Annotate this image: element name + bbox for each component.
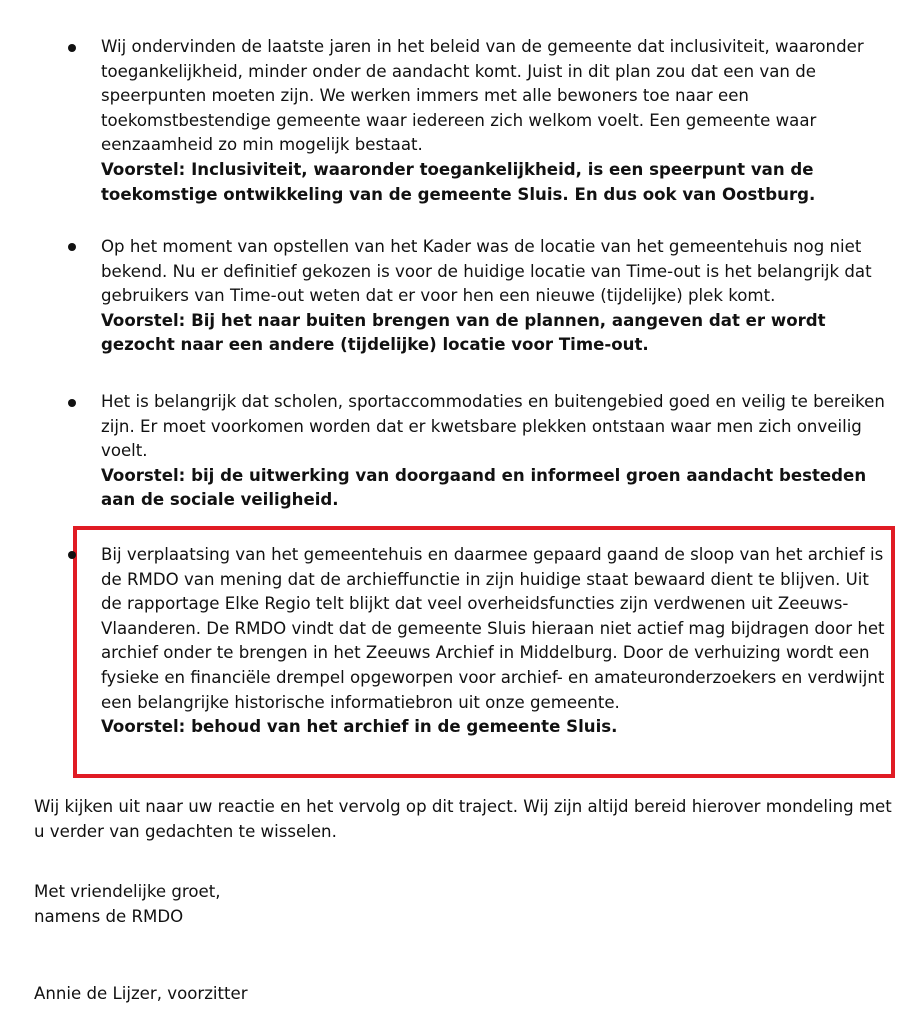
item-proposal: Voorstel: Inclusiviteit, waaronder toegankelijkheid, is een speerpunt van de toekomstige ontwikkeling van de gemeente Sluis. En dus ook van Oostburg. xyxy=(101,159,816,204)
item-proposal: Voorstel: behoud van het archief in de gemeente Sluis. xyxy=(101,717,618,737)
item-text: Bij verplaatsing van het gemeentehuis en daarmee gepaard gaand de sloop van het archief is de RMDO van mening dat de archieffunctie in zijn huidige staat bewaard dient te blijven. Uit de rapportage Elke Regio telt blijkt dat veel overheidsfuncties zijn verdwenen uit Zeeuws-Vlaanderen. De RMDO vindt dat de gemeente Sluis hieraan niet actief mag bijdragen door het archief onder te brengen in het Zeeuws Archief in Middelburg. Door de verhuizing wordt een fysieke en financiële drempel opgeworpen voor archief- en amateuronderzoekers en verdwijnt een belangrijke historische informatiebron uit onze gemeente. xyxy=(101,545,885,712)
closing-paragraph: Wij kijken uit naar uw reactie en het vervolg op dit traject. Wij zijn altijd bereid hierover mondeling met u verder van gedachten te wisselen. xyxy=(34,797,892,841)
bullet-icon xyxy=(68,399,76,407)
greeting: Met vriendelijke groet, xyxy=(34,882,221,901)
list-item xyxy=(101,235,891,358)
item-text: Op het moment van opstellen van het Kader was de locatie van het gemeentehuis nog niet bekend. Nu er definitief gekozen is voor de huidige locatie van Time-out is het belangrijk dat gebruikers van Time-out weten dat er voor hen een nieuwe (tijdelijke) plek komt. xyxy=(101,237,872,306)
item-proposal: Voorstel: bij de uitwerking van doorgaand en informeel groen aandacht besteden aan de sociale veiligheid. xyxy=(101,465,867,510)
item-text: Het is belangrijk dat scholen, sportaccommodaties en buitengebied goed en veilig te bereiken zijn. Er moet voorkomen worden dat er kwetsbare plekken ontstaan waar men zich onveilig voelt. xyxy=(101,392,885,461)
item-text: Wij ondervinden de laatste jaren in het beleid van de gemeente dat inclusiviteit, waaronder toegankelijkheid, minder onder de aandacht komt. Juist in dit plan zou dat een van de speerpunten moeten zijn. We werken immers met alle bewoners toe naar een toekomstbestendige gemeente waar iedereen zich welkom voelt. Een gemeente waar eenzaamheid zo min mogelijk bestaat. xyxy=(101,37,864,155)
bullet-icon xyxy=(68,551,76,559)
list-item xyxy=(101,390,891,513)
signature: Annie de Lijzer, voorzitter xyxy=(34,984,248,1003)
on-behalf: namens de RMDO xyxy=(34,907,184,926)
bullet-icon xyxy=(68,243,76,251)
item-proposal: Voorstel: Bij het naar buiten brengen van de plannen, aangeven dat er wordt gezocht naar een andere (tijdelijke) locatie voor Time-out. xyxy=(101,310,826,355)
list-item xyxy=(101,543,891,740)
bullet-icon xyxy=(68,44,76,52)
list-item xyxy=(101,35,891,207)
